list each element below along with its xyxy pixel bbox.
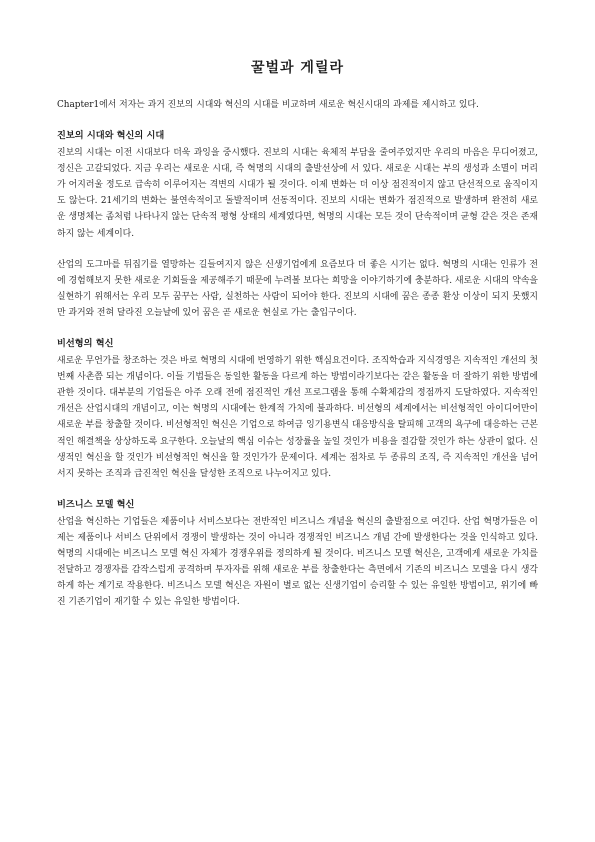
section-heading-progress-vs-innovation: 진보의 시대와 혁신의 시대	[57, 130, 165, 142]
section-paragraph: 진보의 시대는 이전 시대보다 더욱 과잉을 중시했다. 진보의 시대는 육체적 부담을 줄여주었지만 우리의 마음은 무디어졌고, 정신은 고갈되었다. 지금 우리는 새로운 시대, 즉 혁명의 시대의 출발선상에 서 있다. 새로운 시대는 부의 생성과 소멸이 머리가 어지러울 정도로 급속히 이루어지는 격변의 시대가 될 것이다. 이제 변화는 더 이상 점진적이지 않고 단선적으로 움직이지도 않는다. 21세기의 변화는 불연속적이고 돌발적이며 선동적이다. 진보의 시대는 변화가 점진적으로 발생하며 완전히 새로운 생명체는 좀처럼 나타나지 않는 단속적 평형 상태의 세계였다면, 혁명의 시대는 모든 것이 단속적이며 균형 같은 것은 존재하지 않는 세계이다.	[57, 148, 538, 239]
section-heading-nonlinear-innovation: 비선형의 혁신	[57, 338, 114, 350]
document-body	[57, 97, 538, 625]
section-paragraph: 새로운 무언가를 창조하는 것은 바로 혁명의 시대에 번영하기 위한 핵심요건이다. 조직학습과 지식경영은 지속적인 개선의 첫 번째 사촌쯤 되는 개념이다. 이들 기법들은 동일한 활동을 다르게 하는 방법이라기보다는 같은 활동을 더 잘하기 위한 방법에 관한 것이다. 대부분의 기업들은 아주 오래 전에 점진적인 개선 프로그램을 통해 수확체감의 정점까지 도달하였다. 지속적인 개선은 산업시대의 개념이고, 이는 혁명의 시대에는 한계적 가치에 불과하다. 비선형의 세계에서는 비선형적인 아이디어만이 새로운 부를 창출할 것이다. 비선형적인 혁신은 기업으로 하여금 잉기용변식 대응방식을 탈피해 고객의 욕구에 대응하는 근본적인 해결책을 상상하도록 요구한다. 오늘날의 핵심 이슈는 성장률을 높일 것인가 비용을 절감할 것인가 하는 상관이 없다. 신생적인 혁신을 할 것인가 비선형적인 혁신을 할 것인가가 문제이다. 세계는 점차로 두 종류의 조직, 즉 지속적인 개선을 넘어서지 못하는 조직과 급진적인 혁신을 달성한 조직으로 나누어지고 있다.	[57, 356, 538, 479]
section-heading-business-model-innovation: 비즈니스 모델 혁신	[57, 498, 135, 510]
section-paragraph: 산업을 혁신하는 기업들은 제품이나 서비스보다는 전반적인 비즈니스 개념을 혁신의 출발점으로 여긴다. 산업 혁명가들은 이제는 제품이나 서비스 단위에서 경쟁이 발생하는 것이 아니라 경쟁적인 비즈니스 개념 간에 발생한다는 것을 인식하고 있다. 혁명의 시대에는 비즈니스 모델 혁신 자체가 경쟁우위를 정의하게 될 것이다. 비즈니스 모델 혁신은, 고객에게 새로운 가치를 전달하고 경쟁자를 감작스럽게 공격하며 투자자를 위해 새로운 부를 창출한다는 측면에서 기존의 비즈니스 모델을 다시 생각하게 하는 계기로 작용한다. 비즈니스 모델 혁신은 자원이 별로 없는 신생기업이 승리할 수 있는 유일한 방법이고, 위기에 빠진 기존기업이 재기할 수 있는 유일한 방법이다.	[57, 516, 538, 608]
page-title: 꿀벌과 게릴라	[250, 60, 345, 76]
intro-paragraph: Chapter1에서 저자는 과거 진보의 시대와 혁신의 시대를 비교하며 새로운 혁신시대의 과제를 제시하고 있다.	[57, 100, 479, 110]
section-paragraph: 산업의 도그마를 뒤집기를 열망하는 길들여지지 않은 신생기업에게 요즘보다 더 좋은 시기는 없다. 혁명의 시대는 인류가 전에 경험해보지 못한 새로운 기회들을 제공해주기 때문에 누려볼 보다는 희망을 이야기하기에 충분하다. 새로운 시대의 약속을 실현하기 위해서는 우리 모두 꿈꾸는 사람, 실천하는 사람이 되어야 한다. 진보의 시대에 꿈은 종종 환상 이상이 되지 못했지만 과거와 전혀 달라진 오늘날에 있어 꿈은 곧 새로운 현실로 가는 출입구이다.	[57, 259, 538, 318]
